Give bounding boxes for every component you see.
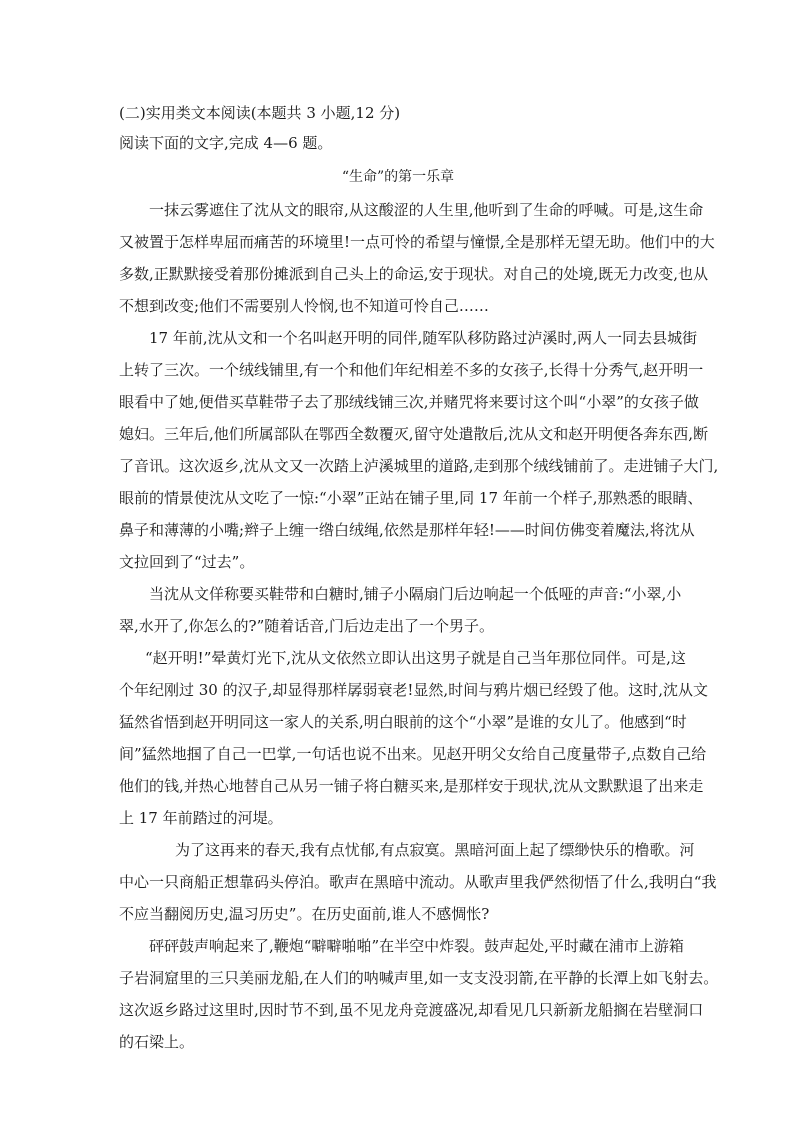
text-line: 文拉回到了“过去”。 (119, 553, 255, 571)
text-line: 当沈从文佯称要买鞋带和白糖时,铺子小隔扇门后边响起一个低哑的声音:“小翠,小 (149, 585, 682, 603)
text-line: 为了这再来的春天,我有点忧郁,有点寂寞。黑暗河面上起了缥缈快乐的橹歌。河 (175, 841, 695, 859)
section-heading: (二)实用类文本阅读(本题共 3 小题,12 分) (119, 104, 401, 122)
text-line: 上转了三次。一个绒线铺里,有一个和他们年纪相差不多的女孩子,长得十分秀气,赵开明一 (119, 361, 704, 379)
paragraph-1 (119, 194, 715, 322)
paragraph-6 (119, 930, 719, 1058)
reading-instruction: 阅读下面的文字,完成 4—6 题。 (119, 134, 333, 152)
text-line: 这次返乡路过这里时,因时节不到,虽不见龙舟竞渡盛况,却看见几只新新龙船搁在岩壁洞口 (119, 1001, 704, 1019)
text-line: 媳妇。三年后,他们所属部队在鄂西全数覆灭,留守处遣散后,沈从文和赵开明便各奔东西,断 (119, 425, 709, 443)
text-line: 他们的钱,并热心地替自己从另一铺子将白糖买来,是那样安于现状,沈从文默默退了出来走 (119, 777, 704, 795)
text-line: 上 17 年前踏过的河堤。 (119, 809, 283, 827)
text-line: 砰砰鼓声响起来了,鞭炮“噼噼啪啪”在半空中炸裂。鼓声起处,平时藏在浦市上游箱 (149, 937, 684, 955)
text-line: “赵开明!”晕黄灯光下,沈从文依然立即认出这男子就是自己当年那位同伴。可是,这 (145, 649, 686, 667)
paragraph-4 (119, 642, 708, 834)
paragraph-2 (119, 322, 719, 578)
text-line: 个年纪刚过 30 的汉子,却显得那样孱弱衰老!显然,时间与鸦片烟已经毁了他。这时,沈从文 (119, 681, 708, 699)
paragraph-3 (119, 578, 682, 642)
text-line: 了音讯。这次返乡,沈从文又一次踏上泸溪城里的道路,走到那个绒线铺前了。走进铺子大门, (119, 457, 719, 475)
text-line: 不想到改变;他们不需要别人怜悯,也不知道可怜自己…… (119, 297, 489, 315)
text-line: 翠,水开了,你怎么的?”随着话音,门后边走出了一个男子。 (119, 617, 495, 635)
paragraph-5 (119, 834, 717, 930)
text-line: 中心一只商船正想靠码头停泊。歌声在黑暗中流动。从歌声里我俨然彻悟了什么,我明白“我 (119, 873, 717, 891)
text-line: 猛然省悟到赵开明同这一家人的关系,明白眼前的这个“小翠”是谁的女儿了。他感到“时 (119, 713, 687, 731)
text-line: 又被置于怎样卑屈而痛苦的环境里!一点可怜的希望与憧憬,全是那样无望无助。他们中的大 (119, 233, 715, 251)
article-title: “生命”的第一乐章 (341, 169, 455, 185)
document-page (119, 98, 719, 1058)
text-line: 眼前的情景使沈从文吃了一惊:“小翠”正站在铺子里,同 17 年前一个样子,那熟悉的眼睛、 (119, 489, 703, 507)
text-line: 子岩洞窟里的三只美丽龙船,在人们的呐喊声里,如一支支没羽箭,在平静的长潭上如飞射去。 (119, 969, 719, 987)
text-line: 多数,正默默接受着那份摊派到自己头上的命运,安于现状。对自己的处境,既无力改变,也从 (119, 265, 709, 283)
text-line: 不应当翻阅历史,温习历史”。在历史面前,谁人不感惆怅? (119, 905, 490, 923)
text-line: 一抹云雾遮住了沈从文的眼帘,从这酸涩的人生里,他听到了生命的呼喊。可是,这生命 (149, 201, 704, 219)
text-line: 17 年前,沈从文和一个名叫赵开明的同伴,随军队移防路过泸溪时,两人一同去县城街 (149, 329, 698, 347)
text-line: 眼看中了她,便借买草鞋带子去了那绒线铺三次,并赌咒将来要讨这个叫“小翠”的女孩子做 (119, 393, 699, 411)
text-line: 的石梁上。 (119, 1033, 195, 1051)
text-line: 鼻子和薄薄的小嘴;辫子上缠一绺白绒绳,依然是那样年轻!——时间仿佛变着魔法,将沈从 (119, 521, 695, 539)
text-line: 间”猛然地掴了自己一巴掌,一句话也说不出来。见赵开明父女给自己度量带子,点数自己给 (119, 745, 707, 763)
